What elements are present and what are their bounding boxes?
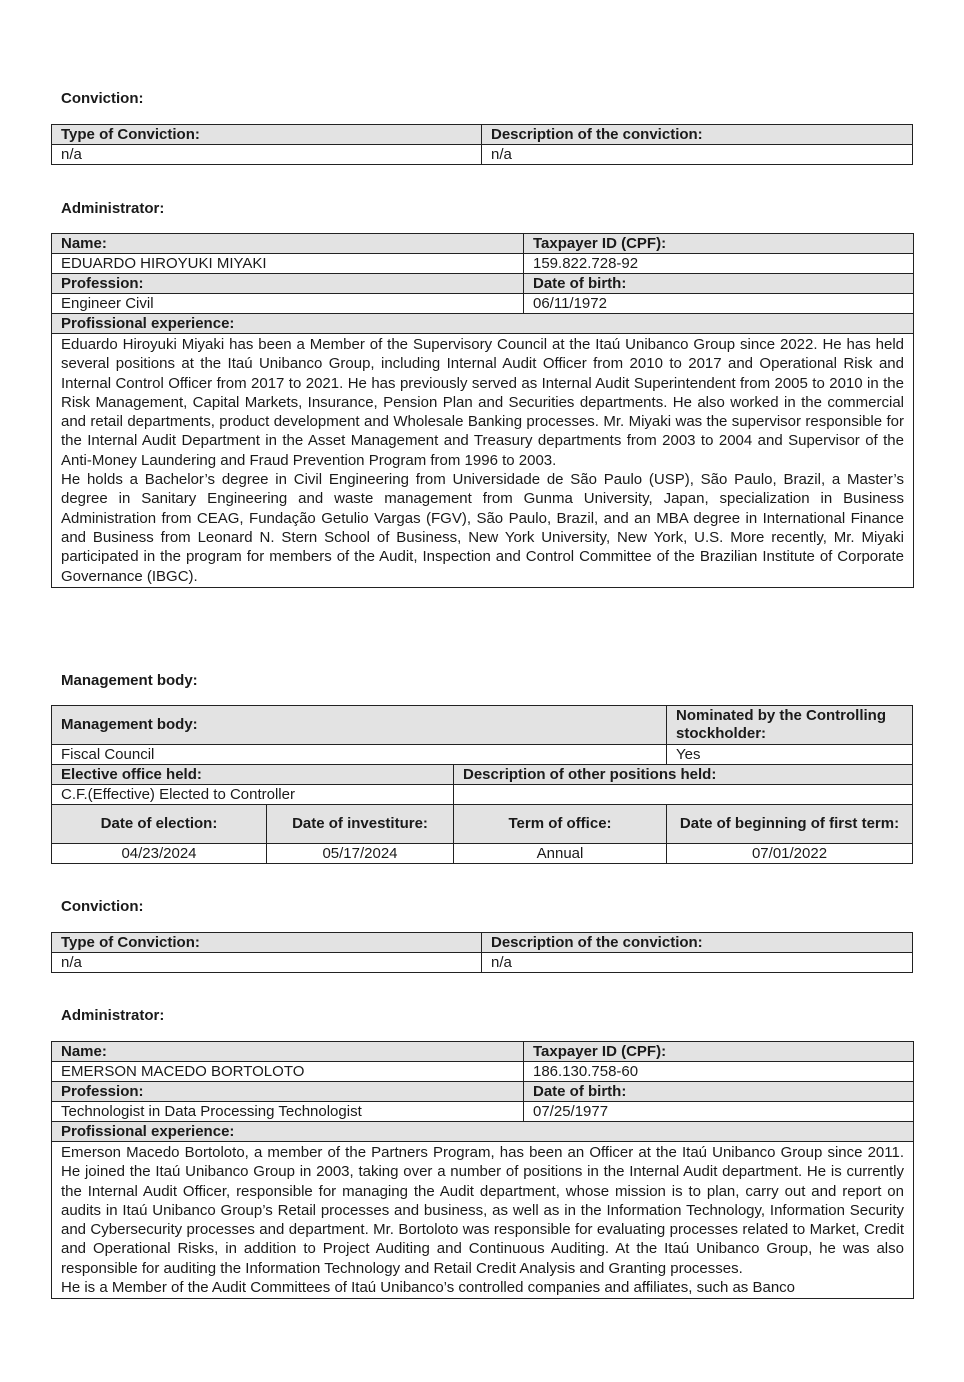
experience-text — [52, 334, 914, 588]
name-value: EDUARDO HIROYUKI MIYAKI — [52, 254, 524, 274]
term-of-office-header: Term of office: — [454, 805, 667, 844]
cpf-header: Taxpayer ID (CPF): — [524, 1042, 914, 1062]
election-date-value: 04/23/2024 — [52, 844, 267, 864]
experience-text — [52, 1142, 914, 1299]
experience-paragraph: He holds a Bachelor’s degree in Civil Engineering from Universidade de São Paulo (USP), São Paulo, Brazil, a Master’s degree in Sanitary Engineering and waste management from Gunma University, Japan, specialization in Business Administration from CEAG, Fundação Getulio Vargas (FGV), São Paulo, Brazil, and an MBA degree in International Finance and Business from Leonard N. Stern School of Business, New York University, New York, U.S. More recently, Mr. Miyaki participated in the program for members of the Audit, Inspection and Control Committee of the Brazilian Institute of Corporate Governance (IBGC). — [61, 471, 904, 585]
first-term-date-header: Date of beginning of first term: — [667, 805, 913, 844]
administrator-section-label: Administrator: — [61, 200, 165, 217]
conviction-section-label: Conviction: — [61, 90, 144, 107]
experience-paragraph: He is a Member of the Audit Committees of Itaú Unibanco’s controlled companies and affiliates, such as Banco — [61, 1279, 796, 1297]
management-body-value: Fiscal Council — [52, 745, 667, 765]
cpf-header: Taxpayer ID (CPF): — [524, 234, 914, 254]
nominated-header: Nominated by the Controlling stockholder: — [667, 706, 913, 745]
profession-header: Profession: — [52, 274, 524, 294]
conviction-description-value: n/a — [482, 145, 913, 165]
dob-value: 07/25/1977 — [524, 1102, 914, 1122]
elective-office-value: C.F.(Effective) Elected to Controller — [52, 785, 454, 805]
administrator-table — [51, 233, 914, 588]
dob-header: Date of birth: — [524, 1082, 914, 1102]
profession-value: Technologist in Data Processing Technologist — [52, 1102, 524, 1122]
management-body-header: Management body: — [52, 706, 667, 745]
administrator-section-label: Administrator: — [61, 1007, 165, 1024]
conviction-type-header: Type of Conviction: — [52, 125, 482, 145]
first-term-date-value: 07/01/2022 — [667, 844, 913, 864]
conviction-table — [51, 124, 913, 165]
conviction-description-header: Description of the conviction: — [482, 125, 913, 145]
conviction-description-header: Description of the conviction: — [482, 933, 913, 953]
experience-paragraph: Emerson Macedo Bortoloto, a member of the Partners Program, has been an Officer at the Itaú Unibanco Group since 2011. He joined the Itaú Unibanco Group in 2003, taking over a number of positions in the Internal Audit department. He is currently the Internal Audit Officer, responsible for managing the Audit department, whose mission is to plan, carry out and report on audits in Itaú Unibanco Group’s Retail processes and business, as well as in the Information Technology, Information Security and Cybersecurity processes and department. Mr. Bortoloto was responsible for evaluating processes related to Market, Credit and Operational Risks, in addition to Project Auditing and Continuous Auditing. At the Itaú Unibanco Group, he was also responsible for auditing the Information Technology and Retail Credit Analysis and Granting processes. — [61, 1144, 904, 1277]
management-body-table — [51, 705, 913, 864]
dob-header: Date of birth: — [524, 274, 914, 294]
conviction-type-value: n/a — [52, 145, 482, 165]
nominated-value: Yes — [667, 745, 913, 765]
name-header: Name: — [52, 1042, 524, 1062]
dob-value: 06/11/1972 — [524, 294, 914, 314]
cpf-value: 159.822.728-92 — [524, 254, 914, 274]
elective-office-header: Elective office held: — [52, 765, 454, 785]
investiture-date-value: 05/17/2024 — [267, 844, 454, 864]
term-of-office-value: Annual — [454, 844, 667, 864]
investiture-date-header: Date of investiture: — [267, 805, 454, 844]
name-header: Name: — [52, 234, 524, 254]
other-positions-value — [454, 785, 913, 805]
experience-paragraph: Eduardo Hiroyuki Miyaki has been a Member of the Supervisory Council at the Itaú Unibanco Group since 2022. He has held several positions at the Itaú Unibanco Group, including Internal Audit Officer from 2010 to 2017 and Operational Risk and Internal Control Officer from 2017 to 2021. He has previously served as Internal Audit Superintendent from 2005 to 2010 in the Risk Management, Capital Markets, Insurance, Pension Plan and Securities departments. He also worked in the commercial and retail departments, product development and Wholesale Banking processes. Mr. Miyaki was the supervisor responsible for the Internal Audit Department in the Asset Management and Treasury departments from 2003 to 2004 and Supervisor of the Anti-Money Laundering and Fraud Prevention Program from 1996 to 2003. — [61, 336, 904, 469]
experience-header: Profissional experience: — [52, 1122, 914, 1142]
conviction-table — [51, 932, 913, 973]
other-positions-header: Description of other positions held: — [454, 765, 913, 785]
conviction-type-value: n/a — [52, 953, 482, 973]
profession-header: Profession: — [52, 1082, 524, 1102]
conviction-description-value: n/a — [482, 953, 913, 973]
conviction-section-label: Conviction: — [61, 898, 144, 915]
administrator-table — [51, 1041, 914, 1299]
election-date-header: Date of election: — [52, 805, 267, 844]
cpf-value: 186.130.758-60 — [524, 1062, 914, 1082]
name-value: EMERSON MACEDO BORTOLOTO — [52, 1062, 524, 1082]
conviction-type-header: Type of Conviction: — [52, 933, 482, 953]
experience-header: Profissional experience: — [52, 314, 914, 334]
profession-value: Engineer Civil — [52, 294, 524, 314]
management-body-section-label: Management body: — [61, 672, 198, 689]
